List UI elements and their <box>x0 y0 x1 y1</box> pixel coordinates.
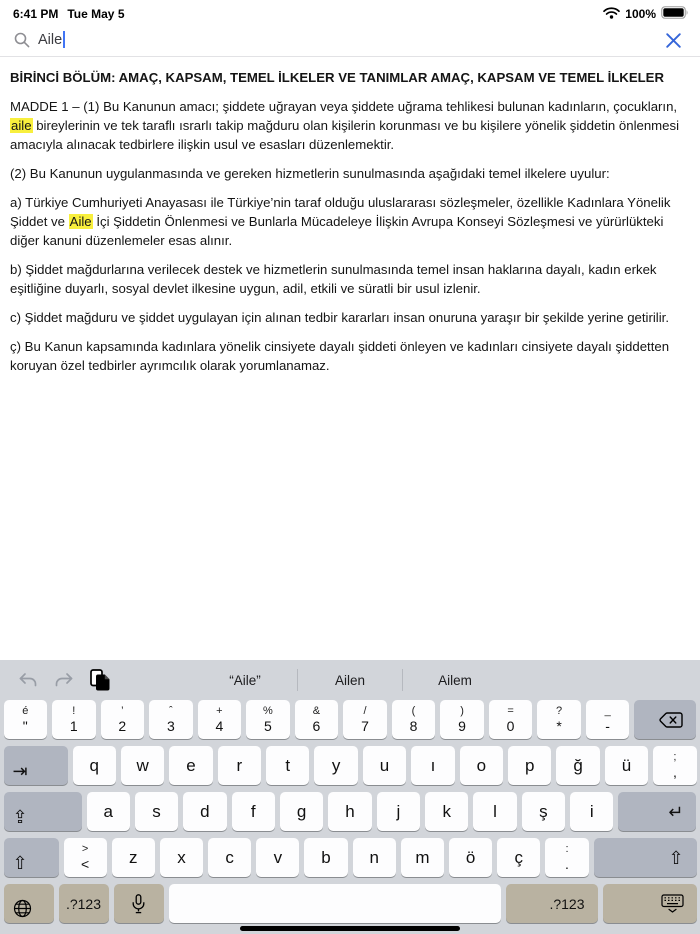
keyboard-row <box>1 792 699 831</box>
keyboard-key-mic[interactable] <box>114 884 164 923</box>
key-top-label: / <box>363 705 367 717</box>
keyboard-key-f[interactable] <box>232 792 275 831</box>
keyboard-key-d[interactable] <box>183 792 226 831</box>
paragraph-text: ç) Bu Kanun kapsamında kadınlara yönelik cinsiyete dayalı şiddeti önleyen ve kadınları cinsiyete dayalı şiddetten koruyan özel tedbirler ayrımcılık olarak yorumlanamaz. <box>10 339 670 373</box>
keyboard-key-t[interactable] <box>266 746 309 785</box>
status-bar <box>0 0 700 24</box>
find-on-page-bar <box>0 24 700 57</box>
keyboard-key-shift-left[interactable] <box>4 838 59 877</box>
keyboard-key-c[interactable] <box>208 838 251 877</box>
keyboard-suggestion[interactable]: “Aile” <box>229 672 261 688</box>
suggestion-list <box>193 660 507 700</box>
key-bottom-label: 4 <box>215 718 224 734</box>
keyboard-key-u-umlaut[interactable] <box>605 746 648 785</box>
key-label: a <box>103 801 113 821</box>
key-label: e <box>186 755 196 775</box>
key-label: i <box>589 801 594 821</box>
paragraph-text: c) Şiddet mağduru ve şiddet uygulayan için alınan tedbir kararları insan onuruna yaraşır bir şekilde yerine getirilir. <box>10 310 669 325</box>
key-label: d <box>200 801 210 821</box>
keyboard-key-angle[interactable] <box>64 838 107 877</box>
keyboard-suggestion[interactable]: Ailen <box>334 672 366 688</box>
keyboard-key-dismiss[interactable] <box>603 884 697 923</box>
key-top-label: ) <box>460 705 464 717</box>
key-label: u <box>379 755 390 775</box>
keyboard-key-return[interactable] <box>618 792 696 831</box>
keyboard-key-globe[interactable] <box>4 884 54 923</box>
dismiss-icon <box>661 894 684 913</box>
key-label: g <box>296 801 307 821</box>
key-label: x <box>177 847 186 867</box>
key-top-label: ; <box>673 751 677 763</box>
keyboard-key-i[interactable] <box>570 792 613 831</box>
key-bottom-label: 5 <box>264 718 272 734</box>
keyboard-key-backspace[interactable] <box>634 700 696 739</box>
document-heading: BİRİNCİ BÖLÜM: AMAÇ, KAPSAM, TEMEL İLKELER VE TANIMLAR AMAÇ, KAPSAM VE TEMEL İLKELER <box>10 70 664 85</box>
undo-icon[interactable] <box>18 672 38 689</box>
keyboard-row <box>1 700 699 739</box>
paragraph-text: b) Şiddet mağdurlarına verilecek destek ve hizmetlerin sunulmasında temel insan haklarına dayalı, kadın erkek eşitliğine duyarlı, sosyal devlet ilkesine uygun, adil, etkili ve süratli bir usul izlenir. <box>10 262 657 296</box>
keyboard-key-m[interactable] <box>401 838 444 877</box>
document-paragraph <box>10 193 690 250</box>
key-label: n <box>369 847 379 867</box>
key-bottom-label: 7 <box>361 718 369 734</box>
key-top-label: : <box>565 843 569 855</box>
document-paragraph <box>10 308 690 327</box>
key-glyph: ⇧ <box>668 847 684 868</box>
key-label: .?123 <box>65 895 102 912</box>
keyboard-key-6[interactable] <box>295 700 339 739</box>
key-top-label: _ <box>604 705 611 717</box>
backspace-icon <box>659 712 683 728</box>
mic-icon <box>132 894 145 914</box>
key-glyph: ↵ <box>668 801 684 822</box>
keyboard-key-p[interactable] <box>508 746 551 785</box>
key-bottom-label: , <box>672 764 677 780</box>
keyboard-key-u[interactable] <box>363 746 406 785</box>
keyboard-key-l[interactable] <box>473 792 516 831</box>
keyboard-key-3[interactable] <box>149 700 193 739</box>
search-query: Aile <box>38 32 63 48</box>
key-label: y <box>331 755 341 775</box>
key-glyph: ⇥ <box>12 761 28 781</box>
key-bottom-label: 6 <box>312 718 321 734</box>
key-bottom-label: < <box>81 856 90 872</box>
close-icon[interactable] <box>665 32 682 49</box>
key-bottom-label: 0 <box>506 718 515 734</box>
key-label: ö <box>465 847 476 867</box>
document-paragraph <box>10 337 690 375</box>
keyboard-key-y[interactable] <box>314 746 357 785</box>
paragraph-text: (2) Bu Kanunun uygulanmasında ve gereken hizmetlerin sunulmasında aşağıdaki temel ilkelere uyulur: <box>10 166 610 181</box>
keyboard-key-semicolon[interactable] <box>653 746 696 785</box>
document-body <box>10 97 690 375</box>
keyboard-key-z[interactable] <box>112 838 155 877</box>
keyboard-key-q[interactable] <box>73 746 116 785</box>
key-label: j <box>396 801 401 821</box>
key-top-label: & <box>312 705 321 717</box>
paragraph-text: İçi Şiddetin Önlenmesi ve Bunlarla Mücadeleye İlişkin Avrupa Konseyi Sözleşmesi ve yürürlükteki diğer kanuni düzenlemeler esas alınır. <box>10 214 664 248</box>
keyboard-key-question[interactable] <box>537 700 581 739</box>
key-label: p <box>524 755 535 775</box>
keyboard-row <box>1 746 699 785</box>
globe-icon <box>13 899 32 918</box>
key-top-label: ’ <box>121 705 124 717</box>
keyboard-key-num-left[interactable] <box>59 884 109 923</box>
key-top-label: ! <box>72 705 76 717</box>
keyboard-key-caps[interactable] <box>4 792 82 831</box>
home-indicator[interactable] <box>240 926 460 931</box>
keyboard-key-o-umlaut[interactable] <box>449 838 492 877</box>
paragraph-text: a) Türkiye Cumhuriyeti Anayasası ile Türkiye’nin taraf olduğu uluslararası sözleşmeler, özellikle Kadınlara Yönelik Şiddet ve <box>10 195 671 229</box>
key-label: r <box>236 755 243 775</box>
status-time: 6:41 PM <box>13 7 59 21</box>
key-bottom-label: 1 <box>69 718 78 734</box>
keyboard-key-i-dotless[interactable] <box>411 746 454 785</box>
keyboard-key-c-cedilla[interactable] <box>497 838 540 877</box>
wifi-icon <box>603 7 620 22</box>
paragraph-text: bireylerinin ve tek taraflı ısrarlı takip mağduru olan kişilerin korunması ve bu kişilere yönelik şiddetin önlenmesi amacıyla alınacak tedbirlere ilişkin usul ve esasları düzenlemektir. <box>10 118 680 152</box>
key-label: o <box>476 755 487 775</box>
key-label: .?123 <box>549 895 585 912</box>
keyboard-key-shift-right[interactable] <box>594 838 697 877</box>
keyboard-key-7[interactable] <box>343 700 387 739</box>
keyboard-key-j[interactable] <box>377 792 420 831</box>
key-glyph: ⇪ <box>12 807 28 827</box>
status-date: Tue May 5 <box>67 7 125 21</box>
document-view <box>0 57 700 375</box>
keyboard-key-h[interactable] <box>328 792 371 831</box>
keyboard-key-dash[interactable] <box>586 700 630 739</box>
key-label: v <box>273 847 283 867</box>
keyboard-key-e[interactable] <box>169 746 212 785</box>
keyboard-row <box>1 884 699 923</box>
paragraph-text: MADDE 1 – (1) Bu Kanunun amacı; şiddete uğrayan veya şiddete uğrama tehlikesi bulunan kadınların, çocukların, <box>10 99 678 114</box>
key-bottom-label: . <box>565 856 569 872</box>
keyboard-key-num-right[interactable] <box>506 884 598 923</box>
key-label: q <box>89 755 99 775</box>
keyboard-key-tab[interactable] <box>4 746 68 785</box>
search-match-highlight: Aile <box>69 214 92 229</box>
key-label: b <box>321 847 331 867</box>
keyboard-key-n[interactable] <box>353 838 396 877</box>
key-top-label: + <box>216 705 223 717</box>
key-bottom-label: * <box>556 718 562 734</box>
key-bottom-label: 8 <box>409 718 418 734</box>
keyboard-key-5[interactable] <box>246 700 290 739</box>
key-top-label: ˆ <box>169 705 173 717</box>
key-label: ı <box>430 755 436 775</box>
search-input[interactable] <box>30 31 65 49</box>
key-label: l <box>493 801 497 821</box>
key-label: ş <box>539 801 548 821</box>
keyboard-key-r[interactable] <box>218 746 261 785</box>
key-top-label: % <box>263 705 273 717</box>
keyboard-key-v[interactable] <box>256 838 299 877</box>
keyboard-key-space[interactable] <box>169 884 501 923</box>
keyboard-key-w[interactable] <box>121 746 164 785</box>
key-label: t <box>285 755 291 775</box>
key-top-label: ? <box>556 705 563 717</box>
document-paragraph <box>10 260 690 298</box>
key-label: ü <box>621 755 632 775</box>
paste-icon[interactable] <box>90 669 111 692</box>
text-cursor <box>63 31 65 48</box>
keyboard-key-2[interactable] <box>101 700 145 739</box>
key-bottom-label: - <box>605 718 610 734</box>
document-paragraph <box>10 97 690 154</box>
key-bottom-label: " <box>22 718 28 734</box>
keyboard-key-x[interactable] <box>160 838 203 877</box>
key-top-label: > <box>81 843 89 855</box>
keyboard-key-e-accent[interactable] <box>4 700 48 739</box>
key-label: f <box>250 801 256 821</box>
keyboard-key-colon[interactable] <box>545 838 588 877</box>
key-bottom-label: 2 <box>118 718 127 734</box>
keyboard-key-8[interactable] <box>392 700 436 739</box>
keyboard-key-b[interactable] <box>304 838 347 877</box>
document-paragraph <box>10 164 690 183</box>
onscreen-keyboard <box>0 660 700 934</box>
key-top-label: é <box>22 705 29 717</box>
keyboard-suggestion[interactable]: Ailem <box>438 672 472 688</box>
keyboard-key-1[interactable] <box>52 700 96 739</box>
keyboard-key-s-cedilla[interactable] <box>522 792 565 831</box>
key-bottom-label: 3 <box>166 718 175 734</box>
keyboard-key-g[interactable] <box>280 792 323 831</box>
key-bottom-label: 9 <box>458 718 466 734</box>
keyboard-row <box>1 838 699 877</box>
key-label: w <box>136 755 149 775</box>
keyboard-key-s[interactable] <box>135 792 178 831</box>
key-top-label: = <box>507 705 514 717</box>
key-label: z <box>129 847 138 867</box>
keyboard-key-0[interactable] <box>489 700 533 739</box>
suggestion-bar <box>0 660 700 700</box>
key-glyph: ⇧ <box>12 853 28 873</box>
keyboard-key-k[interactable] <box>425 792 468 831</box>
redo-icon[interactable] <box>54 672 74 689</box>
keyboard-key-a[interactable] <box>87 792 130 831</box>
key-label: k <box>442 801 451 821</box>
key-label: h <box>345 801 355 821</box>
key-label: ğ <box>573 755 583 775</box>
battery-percent: 100% <box>625 7 656 21</box>
key-label: ç <box>514 847 524 867</box>
keyboard-key-9[interactable] <box>440 700 484 739</box>
search-match-highlight: aile <box>11 118 32 133</box>
keyboard-key-4[interactable] <box>198 700 242 739</box>
keyboard-key-g-breve[interactable] <box>556 746 599 785</box>
key-label: c <box>225 847 234 867</box>
key-label: m <box>415 847 430 867</box>
key-label: s <box>152 801 161 821</box>
battery-icon <box>661 6 689 22</box>
search-icon <box>14 32 30 48</box>
keyboard-key-o[interactable] <box>460 746 503 785</box>
key-top-label: ( <box>411 705 416 717</box>
